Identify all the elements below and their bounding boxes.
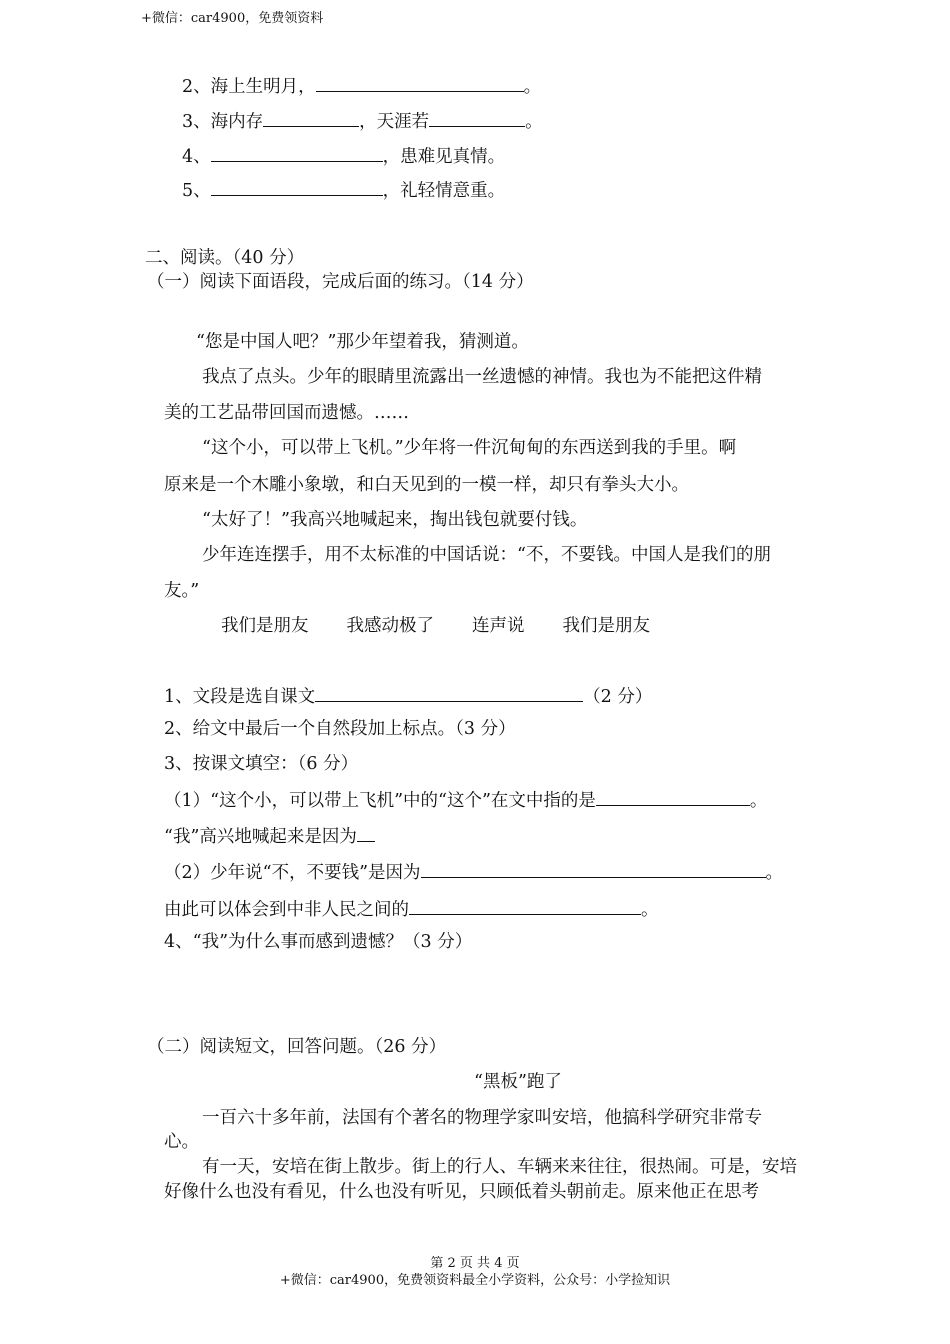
question-3: 3、按课文填空：（6 分） (164, 754, 359, 774)
passage-line: 美的工艺品带回国而遗憾。…… (164, 403, 409, 423)
header-watermark: +微信：car4900，免费领资料 (141, 11, 324, 26)
passage-line: 原来是一个木雕小象墩，和白天见到的一模一样，却只有拳头大小。 (164, 475, 689, 495)
reading-heading: 二、阅读。（40 分） (145, 248, 305, 268)
question-2: 2、给文中最后一个自然段加上标点。（3 分） (164, 719, 516, 739)
passage-line: “太好了！”我高兴地喊起来，掏出钱包就要付钱。 (202, 510, 588, 530)
story-line: 好像什么也没有看见，什么也没有听见，只顾低着头朝前走。原来他正在思考 (164, 1182, 759, 1202)
answer-blank[interactable] (315, 683, 583, 702)
question-1: 1、文段是选自课文 （2 分） (164, 683, 652, 709)
option-item: 我们是朋友 (221, 616, 309, 636)
fill-item-3: 3、海内存 ，天涯若 。 (182, 108, 543, 134)
part1-heading: （一）阅读下面语段，完成后面的练习。（14 分） (147, 272, 534, 292)
passage-line: 少年连连摆手，用不太标准的中国话说：“不，不要钱。中国人是我们的朋 (202, 545, 771, 565)
option-row (221, 614, 688, 638)
part2-heading: （二）阅读短文，回答问题。（26 分） (147, 1037, 447, 1057)
answer-blank[interactable] (429, 108, 525, 127)
option-item: 我们是朋友 (562, 616, 650, 636)
fill-item-2: 2、海上生明月， 。 (182, 73, 541, 99)
option-item: 连声说 (472, 616, 525, 636)
passage-line: 我点了点头。少年的眼睛里流露出一丝遗憾的神情。我也为不能把这件精 (202, 367, 762, 387)
story-line: 心。 (164, 1132, 199, 1152)
answer-blank[interactable] (421, 859, 766, 878)
passage-line: “这个小，可以带上飞机。”少年将一件沉甸甸的东西送到我的手里。啊 (202, 438, 737, 458)
question-3-1b: “我”高兴地喊起来是因为 (164, 823, 375, 849)
question-3-1: （1）“这个小，可以带上飞机”中的“这个”在文中指的是 。 (164, 787, 767, 813)
story-line: 一百六十多年前，法国有个著名的物理学家叫安培，他搞科学研究非常专 (202, 1108, 762, 1128)
answer-blank[interactable] (409, 896, 641, 915)
answer-blank[interactable] (263, 108, 359, 127)
answer-blank[interactable] (596, 787, 750, 806)
question-4: 4、“我”为什么事而感到遗憾？（3 分） (164, 932, 473, 952)
answer-blank[interactable] (316, 73, 524, 92)
passage-line: 友。” (164, 581, 200, 601)
footer-watermark: +微信：car4900，免费领资料最全小学资料，公众号：小学捡知识 (279, 1273, 671, 1288)
story-line: 有一天，安培在街上散步。街上的行人、车辆来来往往，很热闹。可是，安培 (202, 1157, 797, 1177)
answer-blank[interactable] (211, 177, 383, 196)
answer-blank[interactable] (357, 823, 375, 842)
page-number: 第 2 页 共 4 页 (430, 1256, 520, 1271)
fill-item-5: 5、 ，礼轻情意重。 (182, 177, 505, 203)
option-item: 我感动极了 (346, 616, 434, 636)
fill-item-4: 4、 ，患难见真情。 (182, 143, 505, 169)
story-title: “黑板”跑了 (474, 1072, 562, 1092)
answer-blank[interactable] (211, 143, 383, 162)
question-3-2b: 由此可以体会到中非人民之间的 。 (164, 896, 659, 922)
passage-line: “您是中国人吧？”那少年望着我，猜测道。 (196, 332, 529, 352)
question-3-2: （2）少年说“不，不要钱”是因为 。 (164, 859, 783, 885)
